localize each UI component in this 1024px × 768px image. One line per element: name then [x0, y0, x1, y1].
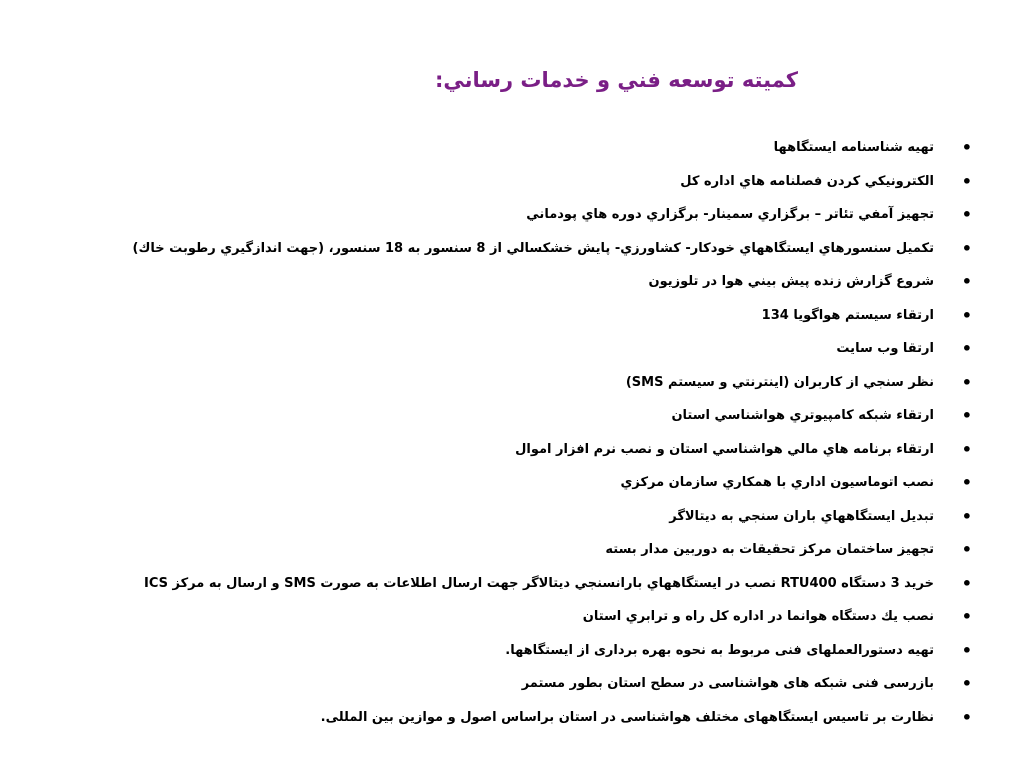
list-item [133, 366, 974, 400]
bullet-list [133, 131, 974, 734]
list-item-text: تهیه دستورالعملهای فنی مربوط به نحوه بهره برداری از ایستگاهها. [505, 642, 934, 658]
bullet-dot-icon: • [961, 473, 972, 492]
list-item [133, 433, 974, 467]
list-item [133, 399, 974, 433]
bullet-dot-icon: • [961, 506, 972, 526]
list-item [133, 667, 974, 701]
list-item-text: تهيه شناسنامه ايستگاهها [773, 140, 934, 155]
list-item-text: نصب يك دستگاه هوانما در اداره كل راه و ترابري استان [582, 609, 934, 624]
bullet-dot-icon: • [961, 607, 972, 626]
slide-title: كميته توسعه فني و خدمات رساني: [434, 68, 798, 92]
list-item [133, 131, 974, 165]
list-item-text: نصب اتوماسيون اداري با همكاري سازمان مركزي [620, 475, 934, 490]
list-item [133, 533, 974, 567]
list-item-text: نظر سنجي از كاربران (اينترنتي و سيستم SMS) [625, 374, 934, 390]
bullet-dot-icon: • [961, 272, 972, 291]
list-item [133, 198, 974, 232]
list-item [133, 500, 974, 534]
list-item [133, 299, 974, 333]
list-item-text: بازرسی فنی شبکه های هواشناسی در سطح استان بطور مستمر [521, 676, 934, 691]
list-item-text: تجهيز آمفي تئاتر – برگزاري سمينار- برگزاري دوره هاي پودماني [526, 207, 934, 222]
list-item-text: شروع گزارش زنده پيش بيني هوا در تلوزيون [648, 274, 934, 289]
list-item [133, 265, 974, 299]
list-item-text: تكميل سنسورهاي ايستگاههاي خودكار- كشاورزي- پايش خشكسالي از 8 سنسور به 18 سنسور، (جهت اندازگيري رطوبت خاك) [132, 240, 934, 256]
list-item-text: ارتقاء برنامه هاي مالي هواشناسي استان و نصب نرم افزار اموال [515, 441, 934, 457]
list-item-text: تجهيز ساختمان مركز تحقيقات به دوربين مدار بسته [605, 542, 934, 557]
list-item [133, 600, 974, 634]
bullet-dot-icon: • [961, 171, 972, 191]
bullet-dot-icon: • [961, 339, 972, 358]
list-item [133, 634, 974, 668]
bullet-dot-icon: • [961, 439, 972, 459]
bullet-dot-icon: • [961, 238, 972, 258]
list-item-text: تبديل ايستگاههاي باران سنجي به ديتالاگر [669, 508, 934, 524]
bullet-dot-icon: • [961, 707, 972, 727]
list-item-text: ارتقاء سيستم هواگويا 134 [761, 307, 934, 323]
bullet-dot-icon: • [961, 640, 972, 660]
list-item [133, 701, 974, 735]
bullet-dot-icon: • [961, 573, 972, 593]
list-item [133, 567, 974, 601]
bullet-dot-icon: • [961, 406, 972, 425]
list-item [133, 332, 974, 366]
bullet-dot-icon: • [961, 305, 972, 325]
list-item-text: الكترونيكي كردن فصلنامه هاي اداره كل [680, 173, 934, 189]
bullet-dot-icon: • [961, 674, 972, 693]
bullet-dot-icon: • [961, 372, 972, 392]
bullet-dot-icon: • [961, 138, 972, 157]
list-item-text: ارتقاء شبكه كامپيوتري هواشناسي استان [671, 408, 934, 423]
list-item [133, 165, 974, 199]
list-item-text: خريد 3 دستگاه RTU400 نصب در ايستگاههاي بارانسنجي ديتالاگر جهت ارسال اطلاعات به صورت SMS و ارسال به مركز ICS [144, 575, 934, 591]
list-item-text: نظارت بر تاسیس ایستگاههای مختلف هواشناسی در استان براساس اصول و موازین بین المللی. [320, 709, 934, 725]
list-item [133, 232, 974, 266]
bullet-dot-icon: • [961, 540, 972, 559]
list-item-text: ارتقا وب سايت [836, 341, 934, 356]
list-item [133, 466, 974, 500]
bullet-dot-icon: • [961, 205, 972, 224]
